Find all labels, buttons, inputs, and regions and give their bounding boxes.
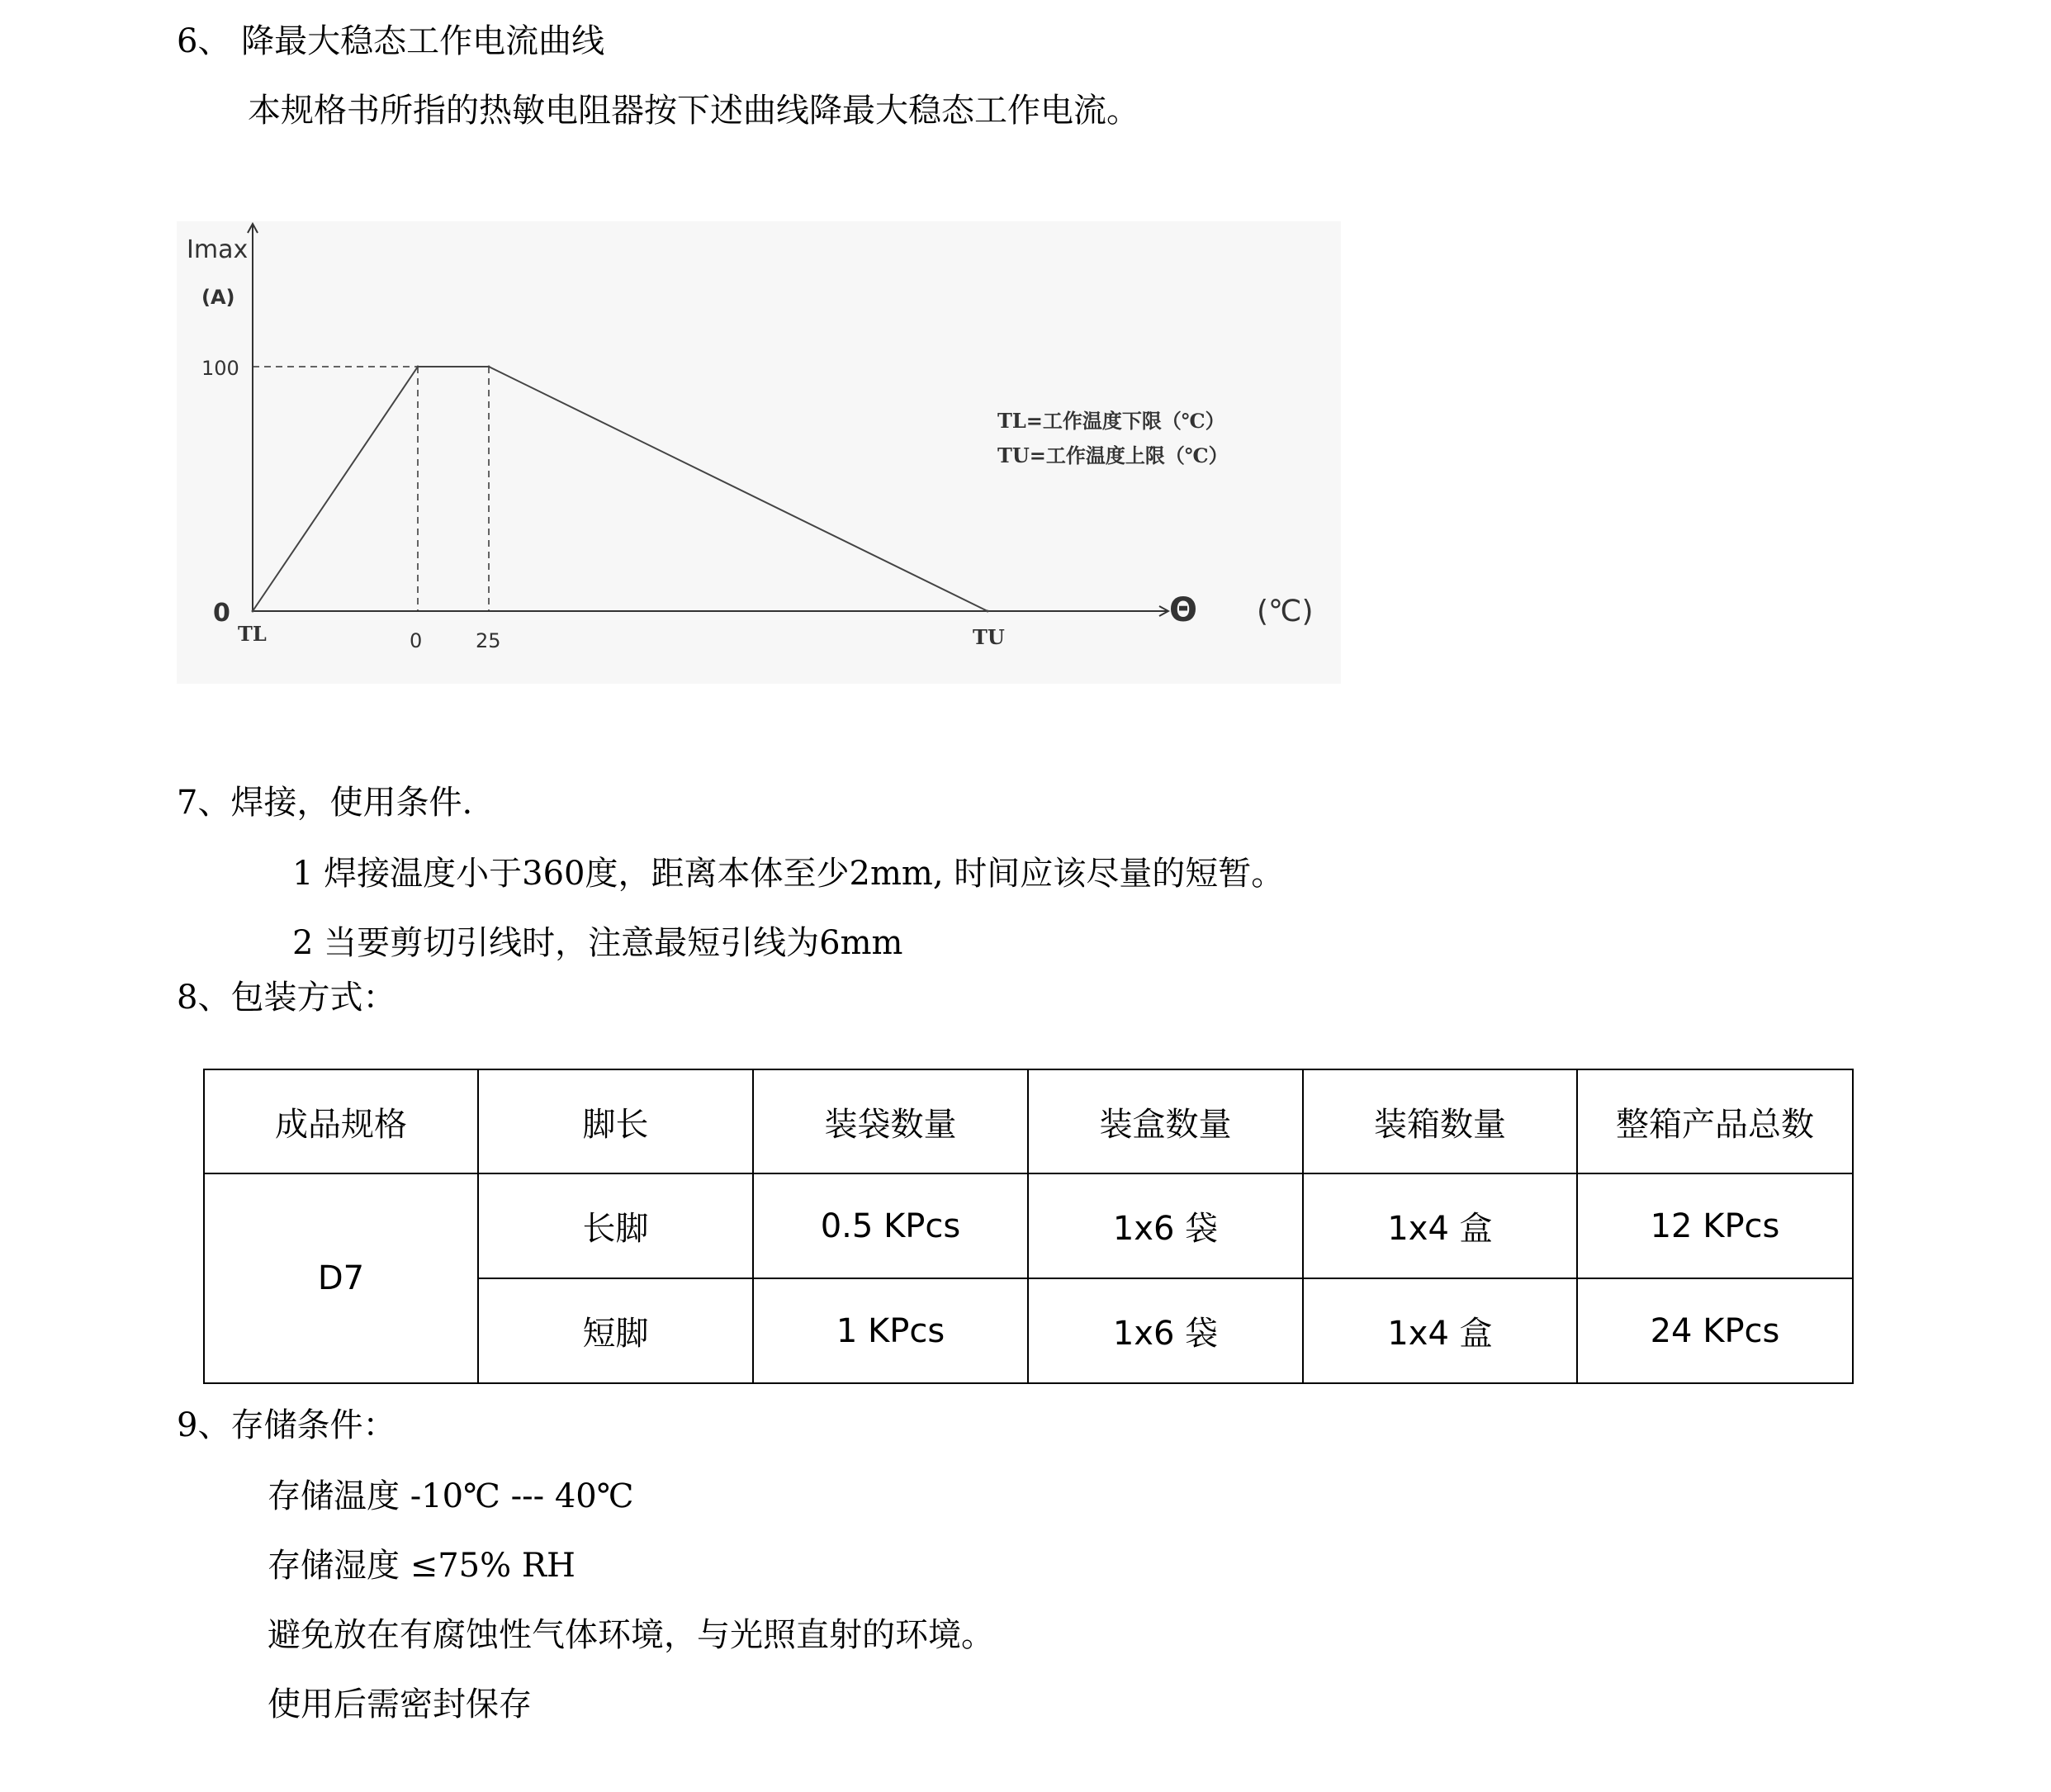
y-tick-label-0: 0 <box>213 599 230 628</box>
table-cell: 短脚 <box>478 1278 753 1383</box>
table-cell: 1 KPcs <box>753 1278 1028 1383</box>
storage-temperature: 存储温度 -10℃ --- 40℃ <box>268 1477 634 1515</box>
section7-item1: 1 焊接温度小于360度，距离本体至少2mm, 时间应该尽量的短暂。 <box>292 855 1285 893</box>
derating-chart-svg <box>177 221 1341 684</box>
table-cell: 1x6 袋 <box>1028 1173 1303 1278</box>
x-tick-label-tl: TL <box>238 622 267 646</box>
section8-heading: 8、包装方式： <box>177 979 396 1017</box>
section9-heading: 9、存储条件： <box>177 1406 396 1444</box>
table-header-cell: 成品规格 <box>204 1069 478 1173</box>
table-header-cell: 装盒数量 <box>1028 1069 1303 1173</box>
section6-text: 本规格书所指的热敏电阻器按下述曲线降最大稳态工作电流。 <box>248 92 1139 130</box>
section6-heading: 6、 降最大稳态工作电流曲线 <box>177 22 605 60</box>
section7-item2: 2 当要剪切引线时，注意最短引线为6mm <box>292 924 903 962</box>
spec-cell: D7 <box>204 1173 478 1383</box>
table-cell: 0.5 KPcs <box>753 1173 1028 1278</box>
x-axis-symbol: Θ <box>1169 591 1198 629</box>
curve-point-2 <box>488 366 490 368</box>
x-axis-unit: (℃) <box>1257 595 1314 628</box>
table-cell: 24 KPcs <box>1577 1278 1853 1383</box>
y-axis-unit: (A) <box>201 286 235 309</box>
curve-point-1 <box>417 366 419 368</box>
legend-tl: TL=工作温度下限（℃） <box>997 409 1225 433</box>
table-cell: 12 KPcs <box>1577 1173 1853 1278</box>
table-header-row <box>204 1069 1853 1173</box>
table-cell: 1x6 袋 <box>1028 1278 1303 1383</box>
table-cell: 1x4 盒 <box>1303 1173 1577 1278</box>
x-tick-label-25: 25 <box>476 629 501 652</box>
packaging-table <box>203 1069 1854 1384</box>
derating-curve <box>253 367 988 611</box>
table-cell: 1x4 盒 <box>1303 1278 1577 1383</box>
table-header-cell: 脚长 <box>478 1069 753 1173</box>
x-tick-label-tu: TU <box>973 625 1005 649</box>
table-header-cell: 装箱数量 <box>1303 1069 1577 1173</box>
y-axis-label: Imax <box>187 235 249 264</box>
x-tick-label-0: 0 <box>410 629 423 652</box>
table-header-cell: 装袋数量 <box>753 1069 1028 1173</box>
curve-point-3 <box>987 610 989 613</box>
derating-chart <box>177 221 1341 684</box>
table-cell: 长脚 <box>478 1173 753 1278</box>
storage-humidity: 存储湿度 ≤75% RH <box>268 1547 576 1585</box>
table-header-cell: 整箱产品总数 <box>1577 1069 1853 1173</box>
storage-environment: 避免放在有腐蚀性气体环境，与光照直射的环境。 <box>268 1616 994 1654</box>
table-row <box>204 1173 1853 1278</box>
storage-seal-note: 使用后需密封保存 <box>268 1685 532 1723</box>
section7-heading: 7、焊接，使用条件. <box>177 784 473 822</box>
legend-tu: TU=工作温度上限（℃） <box>997 443 1229 467</box>
y-tick-label-100: 100 <box>201 357 239 380</box>
curve-point-0 <box>252 610 254 613</box>
